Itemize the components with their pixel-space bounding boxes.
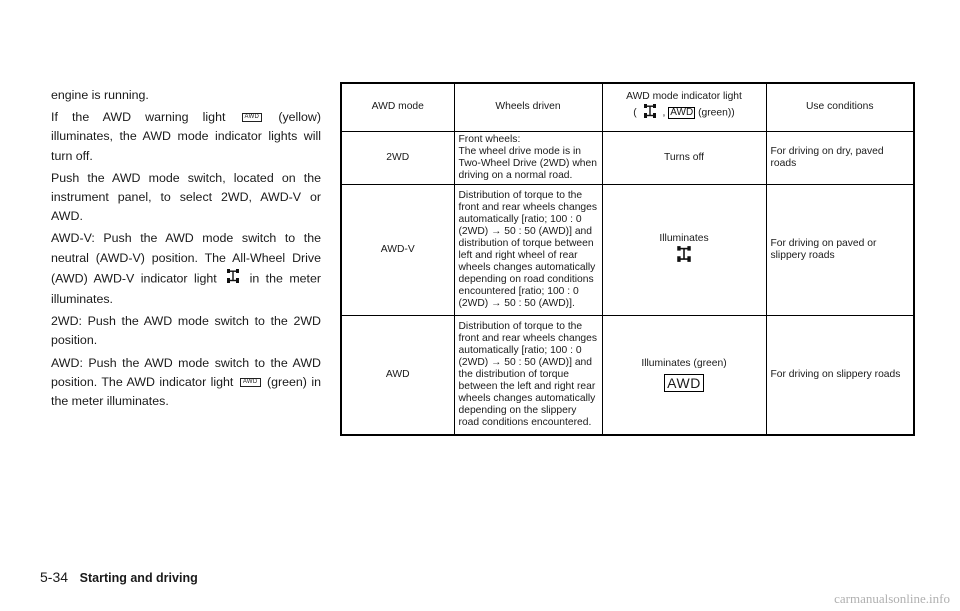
paragraph-2wd: 2WD: Push the AWD mode switch to the 2WD position. xyxy=(51,314,321,348)
awd-v-indicator-icon xyxy=(643,103,657,123)
cell-conditions: For driving on dry, paved roads xyxy=(766,131,914,184)
paragraph-awd-warning xyxy=(51,108,321,166)
cell-wheels: Distribution of torque to the front and rear wheels changes automatically [ratio; 100 : 0 (2WD) → 50 : 50 (AWD)] and distribution of torque between left and right wheel of rear wheels changes automatically depending on road conditions encountered [ratio; 100 : 0 (2WD) → 50 : 50 (AWD)]. xyxy=(454,184,602,315)
header-indicator-icons xyxy=(607,103,762,123)
awd-indicator-icon: AWD xyxy=(670,107,694,119)
table-row xyxy=(341,316,914,435)
header-indicator-light xyxy=(602,83,766,131)
paragraph-text: AWD: Push the AWD mode switch to the AWD position. The AWD indicator light xyxy=(51,355,321,389)
awd-indicator-icon: AWD xyxy=(664,374,704,392)
body-text-column xyxy=(51,86,321,414)
page-number: 5-34 xyxy=(40,569,69,585)
awd-v-indicator-icon xyxy=(676,245,692,267)
awd-v-indicator-icon xyxy=(226,268,240,290)
paragraph-engine-running: engine is running. xyxy=(51,88,149,102)
section-title: Starting and driving xyxy=(79,571,198,585)
table-row xyxy=(341,184,914,315)
awd-warning-light-icon: AWD xyxy=(242,113,263,122)
paragraph-text: AWD-V: Push the AWD mode switch to the neutral (AWD-V) position. The All-Wheel Drive (AWD) AWD-V indicator light xyxy=(51,231,321,286)
paragraph-text: (green) in the meter illuminates. xyxy=(51,374,321,409)
paragraph-text: in the meter illuminates. xyxy=(51,271,321,307)
paragraph-text: (yellow) illuminates, the AWD mode indicator lights will turn off. xyxy=(51,110,321,163)
cell-indicator xyxy=(602,184,766,315)
paren-open: ( xyxy=(633,108,637,120)
table-row xyxy=(341,131,914,184)
paragraph-awd-v xyxy=(51,229,321,309)
paragraph-mode-switch: Push the AWD mode switch, located on the instrument panel, to select 2WD, AWD-V or AWD. xyxy=(51,170,321,224)
page-footer xyxy=(40,569,198,585)
cell-conditions: For driving on slippery roads xyxy=(766,316,914,435)
cell-wheels: Front wheels: The wheel drive mode is in Two-Wheel Drive (2WD) when driving on a normal road. xyxy=(454,131,602,184)
table-header-row xyxy=(341,83,914,131)
paren-close: (green)) xyxy=(698,108,735,120)
header-awd-mode: AWD mode xyxy=(341,83,454,131)
awd-mode-table xyxy=(340,82,915,436)
header-wheels-driven: Wheels driven xyxy=(454,83,602,131)
paragraph-text: If the AWD warning light xyxy=(51,110,226,125)
cell-mode: AWD xyxy=(341,316,454,435)
cell-mode: 2WD xyxy=(341,131,454,184)
awd-indicator-light-icon: AWD xyxy=(240,378,261,387)
cell-conditions: For driving on paved or slippery roads xyxy=(766,184,914,315)
indicator-label: Illuminates (green) xyxy=(641,358,727,370)
cell-mode: AWD-V xyxy=(341,184,454,315)
separator: , xyxy=(662,108,666,120)
header-indicator-title: AWD mode indicator light xyxy=(626,91,742,103)
paragraph-awd xyxy=(51,354,321,412)
header-use-conditions: Use conditions xyxy=(766,83,914,131)
indicator-label: Illuminates xyxy=(659,232,709,244)
cell-wheels: Distribution of torque to the front and rear wheels changes automatically [ratio; 100 : 0 (2WD) → 50 : 50 (AWD)] and the distribution of torque between the left and right rear wheels changes automatically depending on the slippery road conditions encountered. xyxy=(454,316,602,435)
cell-indicator: Turns off xyxy=(602,131,766,184)
watermark: carmanualsonline.info xyxy=(834,591,950,606)
cell-indicator xyxy=(602,316,766,435)
